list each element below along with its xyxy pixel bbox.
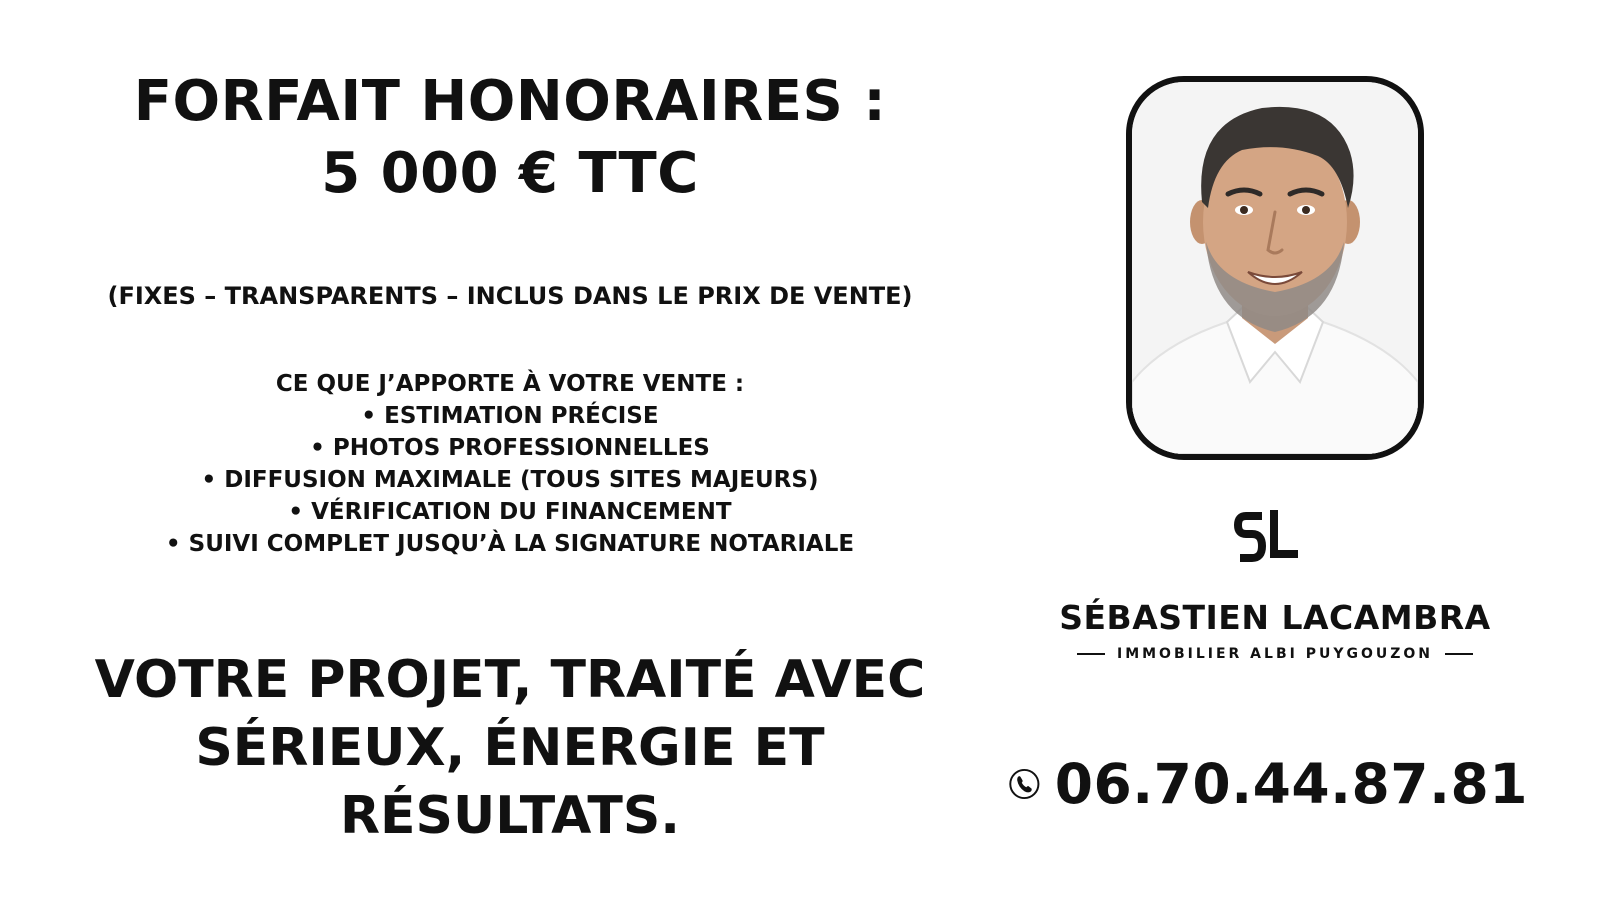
fee-headline: [20, 66, 1000, 210]
agent-subtitle: [1060, 646, 1490, 662]
tagline-line: RÉSULTATS.: [339, 786, 681, 846]
pricing-panel: [20, 0, 1000, 901]
service-item: • PHOTOS PROFESSIONNELLES: [310, 435, 710, 461]
fee-conditions: (FIXES – TRANSPARENTS – INCLUS DANS LE PRIX DE VENTE): [107, 282, 913, 310]
divider: [1077, 653, 1105, 655]
agent-portrait: [1126, 76, 1424, 460]
service-item: • DIFFUSION MAXIMALE (TOUS SITES MAJEURS): [201, 467, 819, 493]
services-intro: CE QUE J’APPORTE À VOTRE VENTE :: [275, 371, 745, 397]
sl-monogram-logo: [1232, 510, 1302, 566]
service-item: • ESTIMATION PRÉCISE: [361, 403, 659, 429]
agency-location: IMMOBILIER ALBI PUYGOUZON: [1116, 646, 1433, 662]
tagline: [20, 646, 1000, 850]
agent-portrait-illustration: [1132, 82, 1418, 454]
divider: [1445, 653, 1473, 655]
fee-amount: 5 000 € TTC: [321, 141, 699, 206]
services-list: [20, 368, 1000, 560]
service-item: • VÉRIFICATION DU FINANCEMENT: [288, 499, 732, 525]
tagline-line: SÉRIEUX, ÉNERGIE ET: [195, 718, 825, 778]
tagline-line: VOTRE PROJET, TRAITÉ AVEC: [94, 650, 926, 710]
phone-number[interactable]: 06.70.44.87.81: [1054, 752, 1528, 816]
agent-name: SÉBASTIEN LACAMBRA: [1059, 598, 1491, 637]
phone-icon: [1008, 759, 1041, 809]
phone-contact[interactable]: [1008, 752, 1528, 816]
fee-title: FORFAIT HONORAIRES :: [133, 69, 887, 134]
service-item: • SUIVI COMPLET JUSQU’À LA SIGNATURE NOTARIALE: [165, 531, 855, 557]
